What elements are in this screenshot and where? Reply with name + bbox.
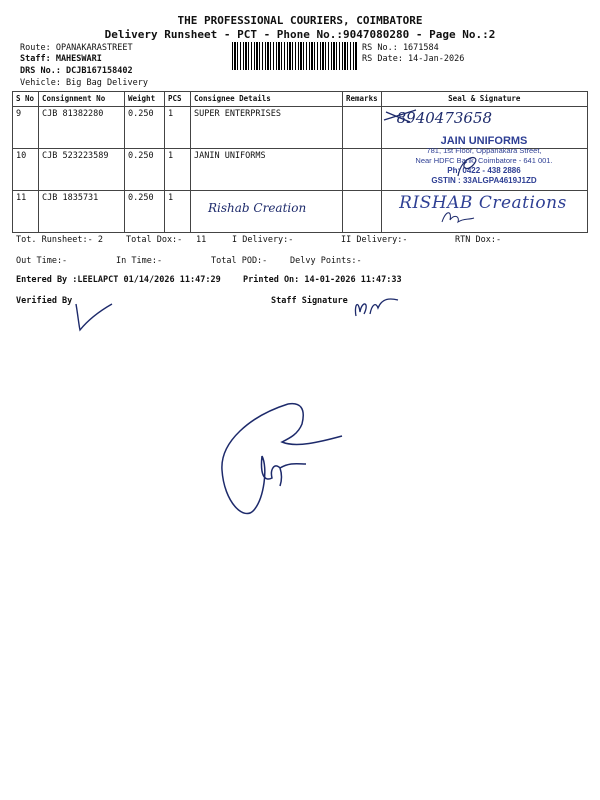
strike-mark-icon [380, 104, 420, 126]
table-header-row [13, 92, 588, 107]
cell-consignee: SUPER ENTERPRISES [191, 107, 343, 149]
verified-by-label: Verified By [16, 296, 73, 306]
cell-remarks [343, 191, 382, 233]
handwritten-consignee: Rishab Creation [208, 201, 307, 215]
stamp-jain-address1: 781, 1st Floor, Oppanakara Street, [426, 146, 542, 155]
vehicle-label: Vehicle: Big Bag Delivery [20, 78, 148, 88]
ii-delivery: II Delivery:- [341, 235, 408, 245]
stamp-jain-address2: Near HDFC Bank, Coimbatore - 641 001. [415, 156, 553, 165]
cell-sno: 9 [13, 107, 39, 149]
i-delivery: I Delivery:- [232, 235, 294, 245]
barcode [232, 42, 357, 70]
rtn-dox: RTN Dox:- [455, 235, 502, 245]
drs-label: DRS No.: DCJB167158402 [20, 66, 133, 76]
entered-by: Entered By :LEELAPCT 01/14/2026 11:47:29 [16, 275, 221, 285]
rishab-signature-icon [438, 208, 478, 230]
cell-consignment: CJB 523223589 [39, 149, 125, 191]
printed-on: Printed On: 14-01-2026 11:47:33 [243, 275, 402, 285]
handwritten-phone: 8940473658 [396, 109, 493, 127]
cell-pcs: 1 [165, 191, 191, 233]
in-time: In Time:- [116, 256, 163, 266]
cell-weight: 0.250 [125, 149, 165, 191]
stamp-jain-name: JAIN UNIFORMS [440, 135, 528, 147]
cell-weight: 0.250 [125, 107, 165, 149]
cell-consignee: JANIN UNIFORMS [191, 149, 343, 191]
col-remarks: Remarks [343, 92, 382, 107]
cell-pcs: 1 [165, 149, 191, 191]
col-consignment: Consignment No [39, 92, 125, 107]
staff-signature-label: Staff Signature [271, 296, 348, 306]
cell-remarks [343, 107, 382, 149]
stamp-jain-gstin: GSTIN : 33ALGPA4619J1ZD [431, 176, 537, 185]
company-title: THE PROFESSIONAL COURIERS, COIMBATORE [177, 14, 423, 27]
cell-sno: 11 [13, 191, 39, 233]
stamp-scribble-icon [452, 150, 492, 180]
stamp-jain-phone: Ph: 0422 - 438 2886 [447, 166, 521, 175]
runsheet-subtitle: Delivery Runsheet - PCT - Phone No.:9047080280 - Page No.:2 [104, 28, 496, 41]
cell-consignee [191, 191, 343, 233]
col-consignee: Consignee Details [191, 92, 343, 107]
rishab-creations-stamp: RISHAB Creations [399, 193, 567, 213]
total-dox-value: 11 [196, 235, 207, 245]
rs-date-label: RS Date: 14-Jan-2026 [362, 54, 465, 64]
out-time: Out Time:- [16, 256, 68, 266]
cell-remarks [343, 149, 382, 191]
tot-runsheet: Tot. Runsheet:- 2 [16, 235, 103, 245]
staff-label: Staff: MAHESWARI [20, 54, 102, 64]
col-seal: Seal & Signature [381, 92, 587, 107]
total-dox-label: Total Dox:- [126, 235, 183, 245]
large-signature-icon [210, 398, 350, 528]
staff-signature-icon [350, 292, 400, 320]
col-weight: Weight [125, 92, 165, 107]
cell-sno: 10 [13, 149, 39, 191]
delvy-points: Delvy Points:- [290, 256, 362, 266]
route-label: Route: OPANAKARASTREET [20, 43, 133, 53]
rs-no-label: RS No.: 1671584 [362, 43, 439, 53]
col-pcs: PCS [165, 92, 191, 107]
cell-pcs: 1 [165, 107, 191, 149]
cell-consignment: CJB 1835731 [39, 191, 125, 233]
verified-tick-icon [70, 298, 115, 334]
cell-consignment: CJB 81382280 [39, 107, 125, 149]
total-pod: Total POD:- [211, 256, 268, 266]
col-sno: S No [13, 92, 39, 107]
cell-weight: 0.250 [125, 191, 165, 233]
